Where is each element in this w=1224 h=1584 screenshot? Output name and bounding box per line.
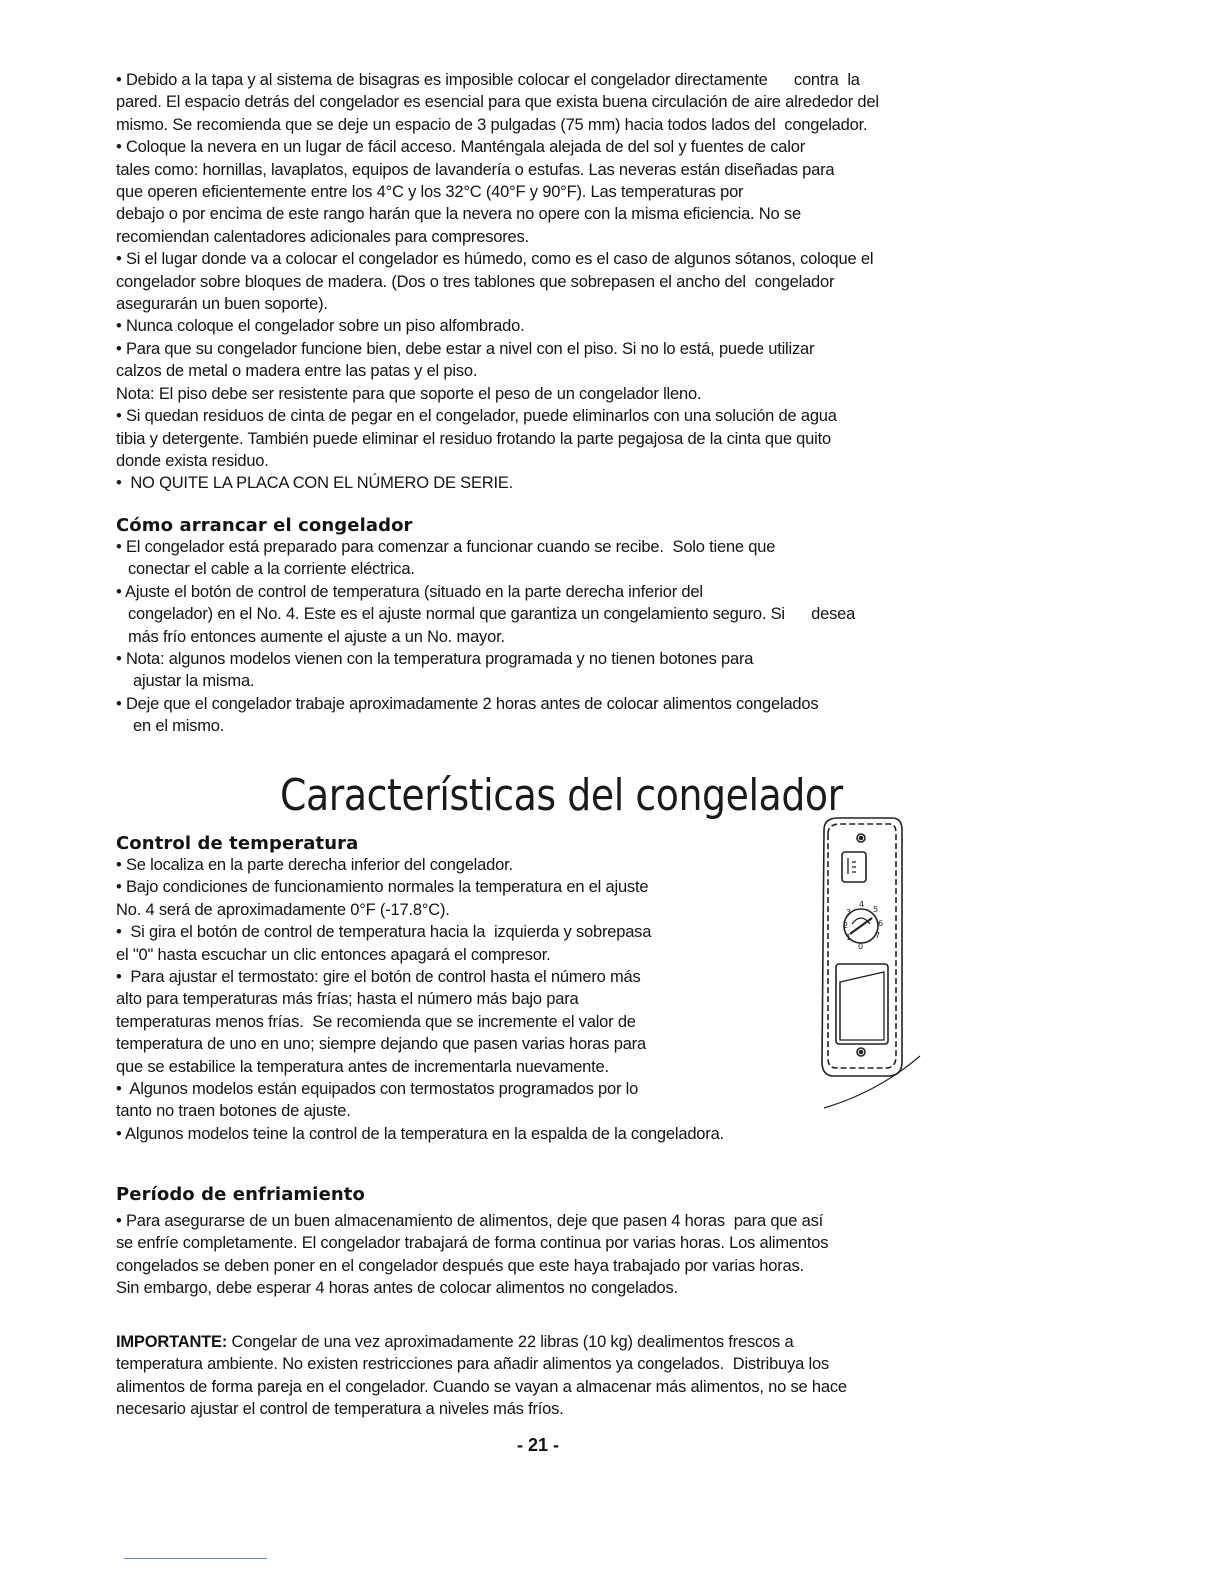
start-line: más frío entonces aumente el ajuste a un No. mayor.	[128, 627, 505, 646]
important-line: necesario ajustar el control de temperatura a niveles más fríos.	[116, 1400, 564, 1419]
section-title: Características del congelador	[280, 770, 843, 821]
footer-rule	[124, 1558, 267, 1559]
start-line: ajustar la misma.	[133, 672, 255, 691]
temp-control-line: tanto no traen botones de ajuste.	[116, 1102, 351, 1121]
temp-control-line: • Algunos modelos están equipados con termostatos programados por lo	[116, 1080, 639, 1099]
intro-line: • Si el lugar donde va a colocar el congelador es húmedo, como es el caso de algunos sótanos, coloque el	[116, 250, 874, 269]
temp-control-line: alto para temperaturas más frías; hasta el número más bajo para	[116, 990, 579, 1009]
important-label: IMPORTANTE:	[116, 1333, 228, 1351]
temp-control-line: • Bajo condiciones de funcionamiento normales la temperatura en el ajuste	[116, 878, 649, 897]
start-heading: Cómo arrancar el congelador	[116, 515, 413, 536]
important-line: temperatura ambiente. No existen restricciones para añadir alimentos ya congelados. Distribuya los	[116, 1355, 829, 1374]
cooling-line: congelados se deben poner en el congelador después que este haya trabajado por varias horas.	[116, 1256, 804, 1275]
important-first-line	[116, 1331, 996, 1353]
cooling-section	[116, 1184, 996, 1300]
start-line: congelador) en el No. 4. Este es el ajuste normal que garantiza un congelamiento seguro. Si desea	[128, 605, 856, 624]
dial-number: 3	[846, 908, 852, 917]
intro-line: • Nunca coloque el congelador sobre un piso alfombrado.	[116, 317, 525, 336]
dial-number: 4	[859, 900, 865, 909]
intro-line: • Debido a la tapa y al sistema de bisagras es imposible colocar el congelador directamente contra la	[116, 71, 860, 89]
dial-number: 6	[878, 919, 884, 928]
temp-control-line: No. 4 será de aproximadamente 0°F (-17.8°C).	[116, 900, 450, 919]
temp-control-line: temperatura de uno en uno; siempre dejando que pasen varias horas para	[116, 1035, 646, 1054]
start-section	[116, 515, 986, 738]
temp-control-line: • Se localiza en la parte derecha inferior del congelador.	[116, 856, 513, 874]
intro-line: • Si quedan residuos de cinta de pegar en el congelador, puede eliminarlos con una solución de agua	[116, 407, 837, 426]
start-line: • Nota: algunos modelos vienen con la temperatura programada y no tienen botones para	[116, 650, 754, 669]
intro-line: Nota: El piso debe ser resistente para que soporte el peso de un congelador lleno.	[116, 384, 702, 403]
dial-number: 1	[846, 933, 852, 942]
intro-line: tibia y detergente. También puede eliminar el residuo frotando la parte pegajosa de la cinta que quito	[116, 429, 831, 448]
dial-number: 2	[843, 921, 849, 930]
temp-control-line: • Para ajustar el termostato: gire el botón de control hasta el número más	[116, 968, 641, 987]
temp-control-line: temperaturas menos frías. Se recomienda que se incremente el valor de	[116, 1012, 636, 1031]
temp-control-section	[116, 833, 816, 1145]
cooling-line: se enfríe completamente. El congelador trabajará de forma continua por varias horas. Los alimentos	[116, 1234, 829, 1253]
temp-control-line: • Algunos modelos teine la control de la temperatura en la espalda de la congeladora.	[116, 1124, 724, 1143]
intro-line: donde exista residuo.	[116, 451, 269, 470]
cooling-heading: Período de enfriamiento	[116, 1184, 365, 1205]
temp-control-line: el "0" hasta escuchar un clic entonces apagará el compresor.	[116, 945, 551, 964]
important-first-text: Congelar de una vez aproximadamente 22 libras (10 kg) dealimentos frescos a	[227, 1333, 794, 1351]
intro-line: mismo. Se recomienda que se deje un espacio de 3 pulgadas (75 mm) hacia todos lados del congelador.	[116, 115, 868, 134]
intro-line: recomiendan calentadores adicionales para compresores.	[116, 227, 529, 246]
intro-line: debajo o por encima de este rango harán que la nevera no opere con la misma eficiencia. No se	[116, 205, 801, 224]
important-section	[116, 1331, 996, 1421]
start-line: • Ajuste el botón de control de temperatura (situado en la parte derecha inferior del	[116, 582, 703, 601]
start-line: • Deje que el congelador trabaje aproximadamente 2 horas antes de colocar alimentos congelados	[116, 694, 819, 713]
important-line: alimentos de forma pareja en el congelador. Cuando se vayan a almacenar más alimentos, no se hace	[116, 1377, 847, 1396]
temperature-control-panel-illustration	[808, 812, 928, 1112]
page-number: - 21 -	[516, 1435, 559, 1455]
intro-line: • NO QUITE LA PLACA CON EL NÚMERO DE SERIE.	[116, 474, 514, 493]
intro-section	[116, 69, 986, 495]
dial-number: 7	[875, 931, 881, 940]
temp-control-heading: Control de temperatura	[116, 833, 359, 854]
cooling-line: • Para asegurarse de un buen almacenamiento de alimentos, deje que pasen 4 horas para que así	[116, 1212, 824, 1230]
start-line: conectar el cable a la corriente eléctrica.	[128, 560, 415, 579]
intro-line: tales como: hornillas, lavaplatos, equipos de lavandería o estufas. Las neveras están diseñadas para	[116, 160, 835, 179]
pointer-line	[824, 1056, 920, 1108]
start-line: • El congelador está preparado para comenzar a funcionar cuando se recibe. Solo tiene que	[116, 538, 776, 556]
temp-control-line: que se estabilice la temperatura antes de incrementarla nuevamente.	[116, 1057, 609, 1076]
temp-control-line: • Si gira el botón de control de temperatura hacia la izquierda y sobrepasa	[116, 923, 652, 942]
dial-number: 5	[873, 905, 879, 914]
dial-number: 0	[858, 942, 864, 951]
intro-line: calzos de metal o madera entre las patas y el piso.	[116, 362, 478, 381]
intro-line: congelador sobre bloques de madera. (Dos o tres tablones que sobrepasen el ancho del congelador	[116, 272, 835, 291]
light-cover	[836, 964, 888, 1044]
intro-line: pared. El espacio detrás del congelador es esencial para que exista buena circulación de aire alrededor del	[116, 93, 879, 112]
intro-line: que operen eficientemente entre los 4°C y los 32°C (40°F y 90°F). Las temperaturas por	[116, 183, 744, 202]
start-line: en el mismo.	[133, 717, 225, 736]
intro-line: • Para que su congelador funcione bien, debe estar a nivel con el piso. Si no lo está, puede utilizar	[116, 339, 815, 358]
intro-line: asegurarán un buen soporte).	[116, 295, 328, 314]
intro-line: • Coloque la nevera en un lugar de fácil acceso. Manténgala alejada de del sol y fuentes de calor	[116, 138, 806, 157]
cooling-line: Sin embargo, debe esperar 4 horas antes de colocar alimentos no congelados.	[116, 1279, 678, 1298]
